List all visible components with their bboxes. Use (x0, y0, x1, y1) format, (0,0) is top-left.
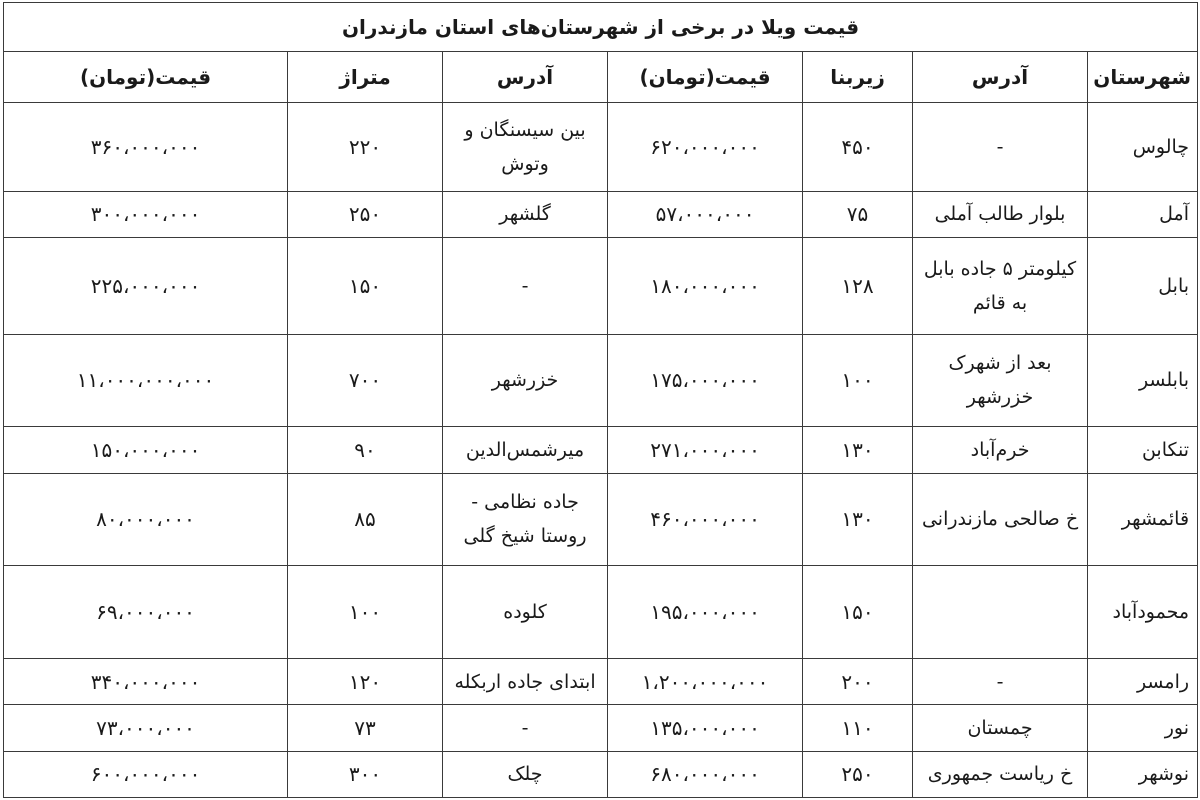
land-area-cell: ۱۵۰ (288, 237, 443, 334)
address-cell: خرم‌آباد (913, 427, 1088, 473)
header-address-1: آدرس (913, 52, 1088, 103)
land-area-cell: ۷۰۰ (288, 334, 443, 427)
building-area-cell: ۱۲۸ (803, 237, 913, 334)
price-cell: ۱،۲۰۰،۰۰۰،۰۰۰ (608, 658, 803, 704)
city-cell: قائمشهر (1088, 473, 1198, 566)
address-cell: گلشهر (443, 191, 608, 237)
price-table-container (3, 2, 1197, 798)
address-cell: خزرشهر (443, 334, 608, 427)
building-area-cell: ۱۳۰ (803, 427, 913, 473)
building-area-cell: ۱۳۰ (803, 473, 913, 566)
address-cell: خ ریاست جمهوری (913, 751, 1088, 797)
price-cell: ۲۷۱،۰۰۰،۰۰۰ (608, 427, 803, 473)
land-area-cell: ۳۰۰ (288, 751, 443, 797)
header-address-2: آدرس (443, 52, 608, 103)
price-cell: ۳۰۰،۰۰۰،۰۰۰ (4, 191, 288, 237)
city-cell: آمل (1088, 191, 1198, 237)
building-area-cell: ۷۵ (803, 191, 913, 237)
land-area-cell: ۲۵۰ (288, 191, 443, 237)
city-cell: رامسر (1088, 658, 1198, 704)
address-cell: کیلومتر ۵ جاده بابل به قائم (913, 237, 1088, 334)
address-cell: کلوده (443, 566, 608, 659)
land-area-cell: ۱۲۰ (288, 658, 443, 704)
price-cell: ۵۷،۰۰۰،۰۰۰ (608, 191, 803, 237)
table-title: قیمت ویلا در برخی از شهرستان‌های استان مازندران (4, 3, 1198, 52)
price-cell: ۷۳،۰۰۰،۰۰۰ (4, 705, 288, 751)
table-row (4, 705, 1198, 751)
villa-price-table (3, 2, 1198, 798)
table-row (4, 334, 1198, 427)
address-cell: خ صالحی مازندرانی (913, 473, 1088, 566)
price-cell: ۱۹۵،۰۰۰،۰۰۰ (608, 566, 803, 659)
land-area-cell: ۷۳ (288, 705, 443, 751)
address-cell: - (913, 103, 1088, 192)
building-area-cell: ۴۵۰ (803, 103, 913, 192)
table-row (4, 427, 1198, 473)
address-cell: چمستان (913, 705, 1088, 751)
address-cell: - (443, 237, 608, 334)
city-cell: چالوس (1088, 103, 1198, 192)
address-cell: - (913, 658, 1088, 704)
building-area-cell: ۱۰۰ (803, 334, 913, 427)
price-cell: ۳۶۰،۰۰۰،۰۰۰ (4, 103, 288, 192)
price-cell: ۳۴۰،۰۰۰،۰۰۰ (4, 658, 288, 704)
building-area-cell: ۱۵۰ (803, 566, 913, 659)
city-cell: محمودآباد (1088, 566, 1198, 659)
price-cell: ۶۹،۰۰۰،۰۰۰ (4, 566, 288, 659)
land-area-cell: ۹۰ (288, 427, 443, 473)
price-cell: ۱۷۵،۰۰۰،۰۰۰ (608, 334, 803, 427)
building-area-cell: ۱۱۰ (803, 705, 913, 751)
city-cell: تنکابن (1088, 427, 1198, 473)
table-row (4, 658, 1198, 704)
price-cell: ۱۱،۰۰۰،۰۰۰،۰۰۰ (4, 334, 288, 427)
address-cell: میرشمس‌الدین (443, 427, 608, 473)
price-cell: ۶۲۰،۰۰۰،۰۰۰ (608, 103, 803, 192)
header-land-area: متراژ (288, 52, 443, 103)
address-cell: بلوار طالب آملی (913, 191, 1088, 237)
table-row (4, 751, 1198, 797)
price-cell: ۲۲۵،۰۰۰،۰۰۰ (4, 237, 288, 334)
header-price-1: قیمت(تومان) (608, 52, 803, 103)
land-area-cell: ۸۵ (288, 473, 443, 566)
table-row (4, 237, 1198, 334)
table-row (4, 103, 1198, 192)
address-cell: بین سیسنگان و وتوش (443, 103, 608, 192)
city-cell: بابل (1088, 237, 1198, 334)
building-area-cell: ۲۵۰ (803, 751, 913, 797)
price-cell: ۱۳۵،۰۰۰،۰۰۰ (608, 705, 803, 751)
city-cell: نور (1088, 705, 1198, 751)
address-cell (913, 566, 1088, 659)
city-cell: بابلسر (1088, 334, 1198, 427)
price-cell: ۱۵۰،۰۰۰،۰۰۰ (4, 427, 288, 473)
address-cell: چلک (443, 751, 608, 797)
price-cell: ۴۶۰،۰۰۰،۰۰۰ (608, 473, 803, 566)
address-cell: - (443, 705, 608, 751)
header-city: شهرستان (1088, 52, 1198, 103)
address-cell: ابتدای جاده اربکله (443, 658, 608, 704)
land-area-cell: ۱۰۰ (288, 566, 443, 659)
header-building-area: زیربنا (803, 52, 913, 103)
price-cell: ۸۰،۰۰۰،۰۰۰ (4, 473, 288, 566)
price-cell: ۱۸۰،۰۰۰،۰۰۰ (608, 237, 803, 334)
land-area-cell: ۲۲۰ (288, 103, 443, 192)
price-cell: ۶۸۰،۰۰۰،۰۰۰ (608, 751, 803, 797)
building-area-cell: ۲۰۰ (803, 658, 913, 704)
table-row (4, 566, 1198, 659)
address-cell: جاده نظامی - روستا شیخ گلی (443, 473, 608, 566)
table-row (4, 191, 1198, 237)
header-row (4, 52, 1198, 103)
price-cell: ۶۰۰،۰۰۰،۰۰۰ (4, 751, 288, 797)
table-row (4, 473, 1198, 566)
city-cell: نوشهر (1088, 751, 1198, 797)
address-cell: بعد از شهرک خزرشهر (913, 334, 1088, 427)
header-price-2: قیمت(تومان) (4, 52, 288, 103)
